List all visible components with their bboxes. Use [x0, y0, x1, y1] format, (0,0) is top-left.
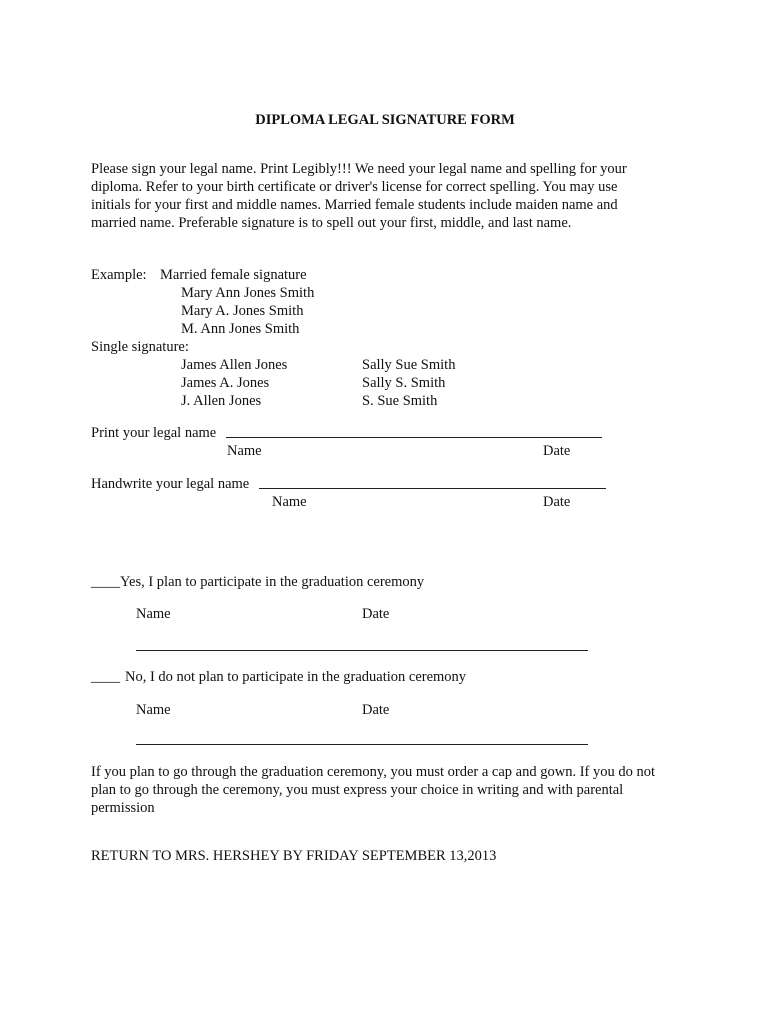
intro-line: Please sign your legal name. Print Legibly!!! We need your legal name and spelling for your: [91, 161, 627, 177]
no-blank[interactable]: ____: [91, 669, 120, 685]
no-option-text: No, I do not plan to participate in the graduation ceremony: [125, 669, 467, 685]
yes-option[interactable]: [91, 573, 424, 591]
handwrite-name-caption: Name: [272, 494, 307, 510]
intro-line: initials for your first and middle names. Married female students include maiden name and: [91, 197, 618, 213]
example-label: Example:: [91, 267, 147, 283]
no-date-caption: Date: [362, 702, 390, 718]
no-name-caption: Name: [136, 702, 171, 718]
married-example-name: M. Ann Jones Smith: [181, 321, 300, 337]
intro-paragraph: [91, 160, 691, 232]
single-example-name: James A. Jones: [181, 375, 270, 391]
closing-paragraph: [91, 763, 655, 817]
yes-option-text: Yes, I plan to participate in the graduation ceremony: [120, 574, 425, 590]
closing-line: If you plan to go through the graduation ceremony, you must order a cap and gown. If you do not: [91, 764, 656, 780]
single-example-name: Sally Sue Smith: [362, 357, 456, 373]
yes-signature-line[interactable]: [136, 650, 588, 651]
print-date-caption: Date: [543, 443, 571, 459]
handwrite-name-label: Handwrite your legal name: [91, 476, 250, 492]
single-example-name: Sally S. Smith: [362, 375, 446, 391]
closing-line: permission: [91, 800, 155, 816]
yes-name-caption: Name: [136, 606, 171, 622]
no-option[interactable]: [91, 668, 466, 686]
handwrite-name-line[interactable]: [259, 488, 606, 489]
yes-blank[interactable]: ____: [91, 574, 120, 590]
handwrite-date-caption: Date: [543, 494, 571, 510]
single-example-name: S. Sue Smith: [362, 393, 438, 409]
form-title: DIPLOMA LEGAL SIGNATURE FORM: [255, 112, 515, 128]
yes-date-caption: Date: [362, 606, 390, 622]
print-name-caption: Name: [227, 443, 262, 459]
married-signature-label: Married female signature: [160, 267, 307, 283]
intro-line: married name. Preferable signature is to spell out your first, middle, and last name.: [91, 215, 572, 231]
intro-line: diploma. Refer to your birth certificate or driver's license for correct spelling. You may use: [91, 179, 618, 195]
single-example-name: J. Allen Jones: [181, 393, 262, 409]
married-example-name: Mary A. Jones Smith: [181, 303, 304, 319]
single-signature-label: Single signature:: [91, 339, 189, 355]
closing-line: plan to go through the ceremony, you must express your choice in writing and with parental: [91, 782, 624, 798]
return-note: RETURN TO MRS. HERSHEY BY FRIDAY SEPTEMBER 13,2013: [91, 848, 497, 864]
print-name-label: Print your legal name: [91, 425, 217, 441]
single-example-name: James Allen Jones: [181, 357, 288, 373]
no-signature-line[interactable]: [136, 744, 588, 745]
print-name-line[interactable]: [226, 437, 602, 438]
married-example-name: Mary Ann Jones Smith: [181, 285, 315, 301]
